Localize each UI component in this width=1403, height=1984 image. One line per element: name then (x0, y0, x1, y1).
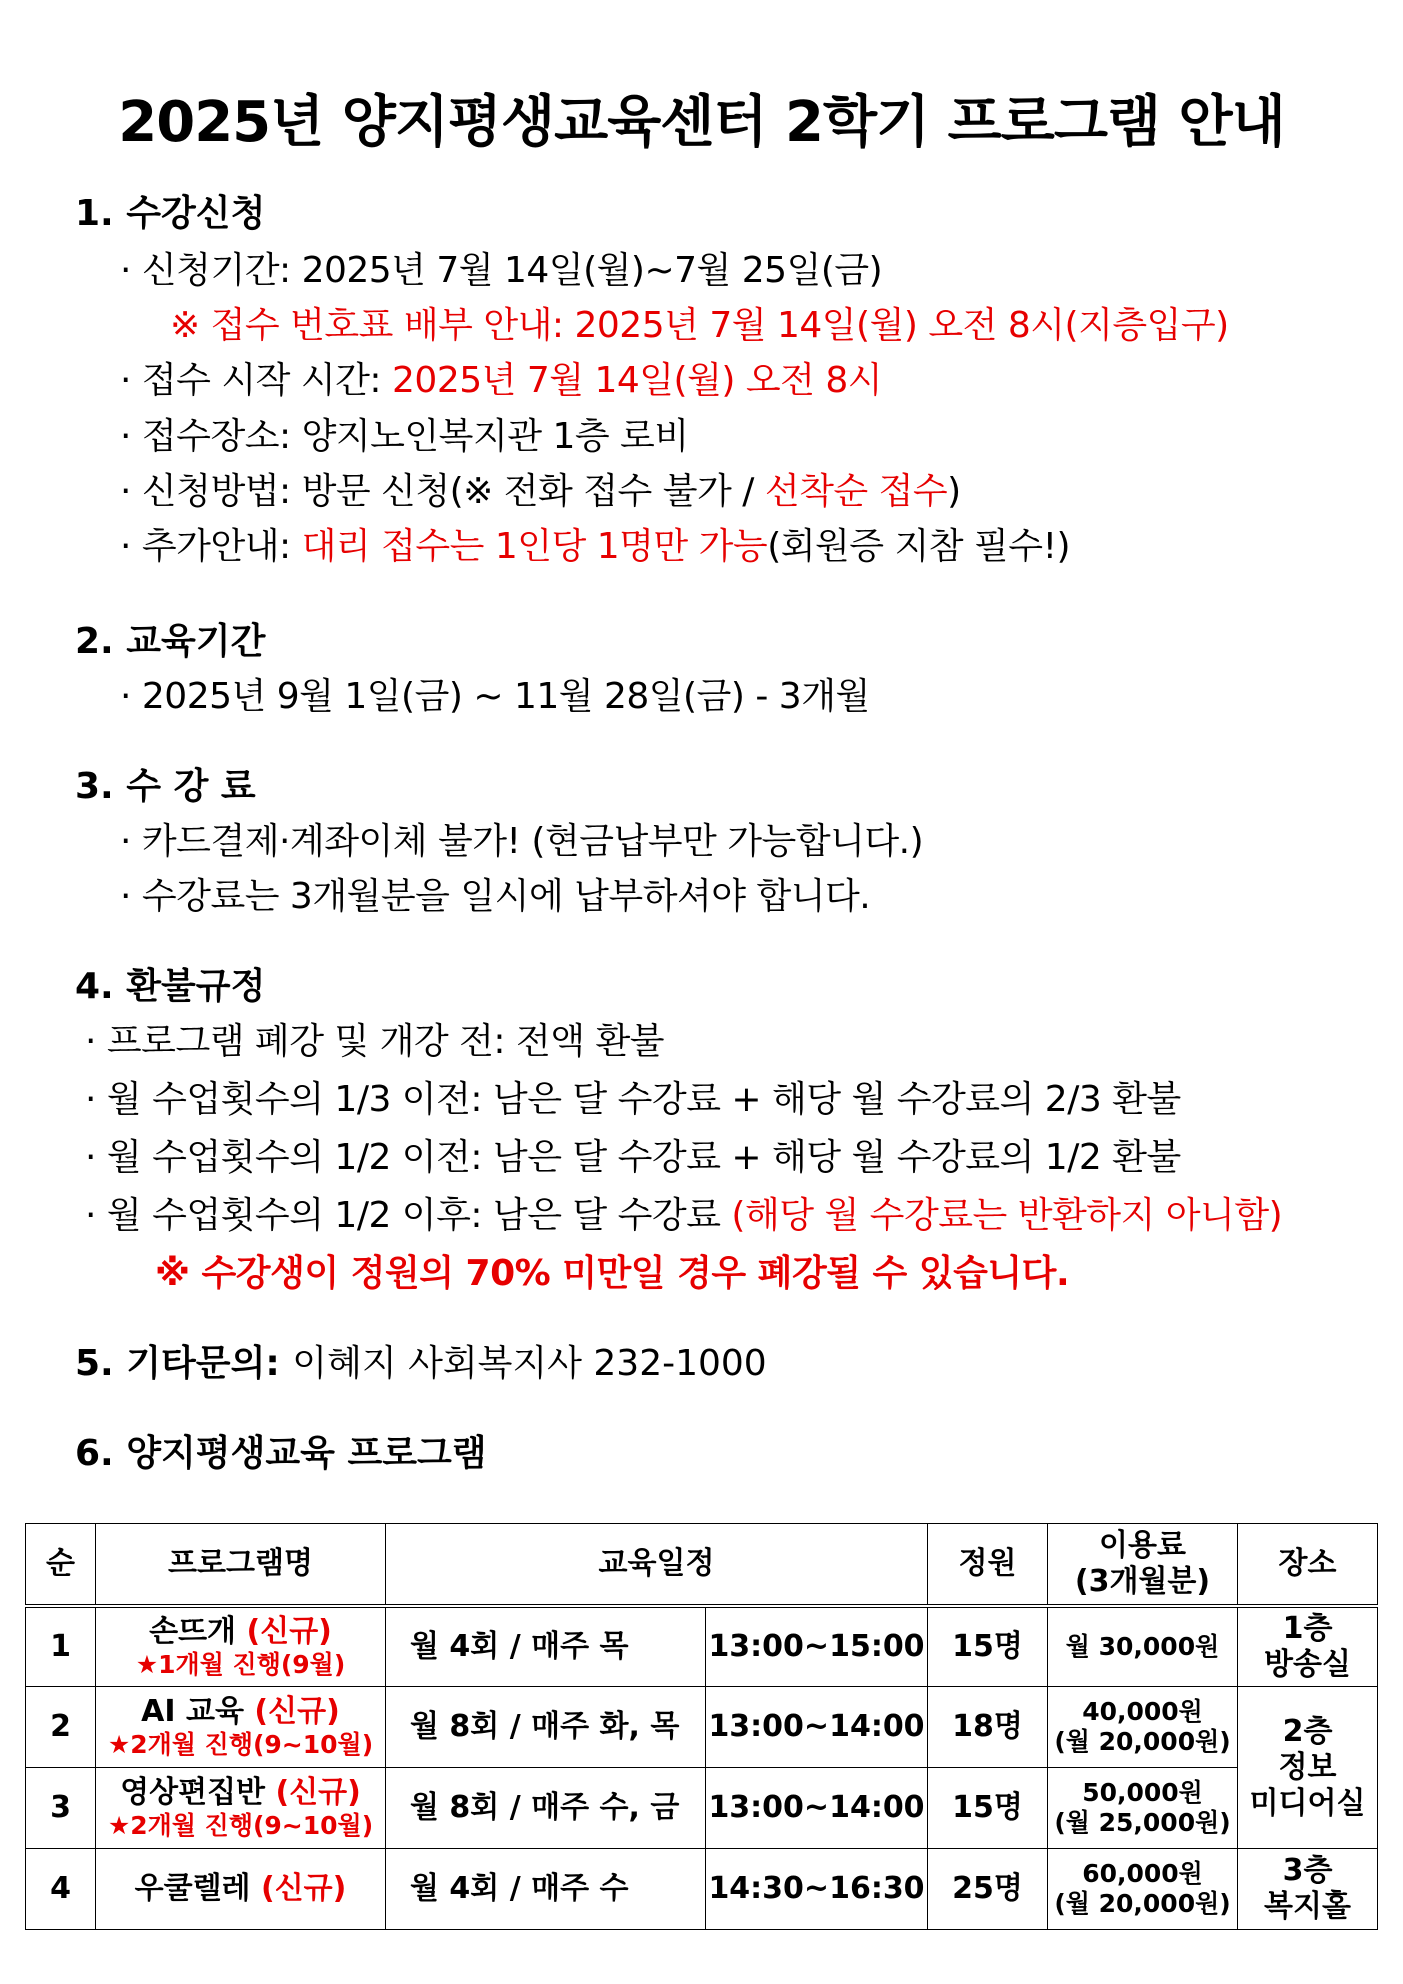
section-6-heading: 6. 양지평생교육 프로그램 (75, 1433, 487, 1474)
refund-rule-4-text: · 월 수업횟수의 1/2 이후: 남은 달 수강료 (85, 1195, 732, 1236)
refund-rule-3: · 월 수업횟수의 1/2 이전: 남은 달 수강료 + 해당 월 수강료의 1/2 환불 (85, 1137, 1181, 1178)
program-duration: ★2개월 진행(9~10월) (107, 1730, 374, 1759)
proxy-limit: 대리 접수는 1인당 1명만 가능 (301, 526, 768, 567)
apply-method-label: · 신청방법: 방문 신청(※ 전화 접수 불가 / (120, 471, 765, 512)
row-no: 2 (26, 1687, 96, 1768)
table-row (26, 1849, 1378, 1930)
apply-period: · 신청기간: 2025년 7월 14일(월)~7월 25일(금) (120, 250, 883, 291)
place-line1: 2층 (1282, 1713, 1333, 1749)
fee-monthly: (월 20,000원) (1054, 1889, 1231, 1918)
cancellation-notice: ※ 수강생이 정원의 70% 미만일 경우 폐강될 수 있습니다. (155, 1253, 1070, 1294)
row-fee (1048, 1768, 1238, 1849)
row-capacity: 18명 (928, 1687, 1048, 1768)
apply-method (120, 463, 961, 514)
row-time: 13:00~14:00 (706, 1687, 928, 1768)
refund-rule-1: · 프로그램 폐강 및 개강 전: 전액 환불 (85, 1021, 665, 1062)
header-schedule: 교육일정 (386, 1524, 928, 1606)
row-capacity: 15명 (928, 1768, 1048, 1849)
refund-rule-4 (85, 1187, 1282, 1238)
header-no: 순 (26, 1524, 96, 1606)
row-place (1238, 1606, 1378, 1687)
header-fee-line1: 이용료 (1099, 1527, 1186, 1563)
section-2-heading: 2. 교육기간 (75, 621, 266, 662)
fee-monthly: (월 25,000원) (1054, 1808, 1231, 1837)
extra-info (120, 518, 1070, 569)
row-no: 4 (26, 1849, 96, 1930)
new-tag: (신규) (254, 1694, 340, 1729)
row-program (96, 1849, 386, 1930)
place-line1: 1층 (1282, 1610, 1333, 1646)
table-row (26, 1687, 1378, 1768)
first-come-label: 선착순 접수 (764, 471, 948, 512)
start-time-label: · 접수 시작 시간: (120, 360, 393, 401)
new-tag: (신규) (275, 1775, 361, 1810)
program-name: 손뜨개 (149, 1613, 237, 1649)
table-row (26, 1606, 1378, 1687)
row-fee: 월 30,000원 (1048, 1606, 1238, 1687)
extra-info-label: · 추가안내: (120, 526, 302, 567)
row-time: 14:30~16:30 (706, 1849, 928, 1930)
row-place (1238, 1849, 1378, 1930)
row-fee (1048, 1849, 1238, 1930)
row-capacity: 25명 (928, 1849, 1048, 1930)
section-1-heading: 1. 수강신청 (75, 193, 266, 234)
row-program (96, 1687, 386, 1768)
section-5-heading: 5. 기타문의: (75, 1343, 293, 1384)
place-line3: 미디어실 (1249, 1785, 1366, 1821)
program-duration: ★1개월 진행(9월) (135, 1649, 346, 1679)
row-time: 13:00~15:00 (706, 1606, 928, 1687)
fee-payment-note: · 카드결제·계좌이체 불가! (현금납부만 가능합니다.) (120, 821, 924, 862)
row-program (96, 1606, 386, 1687)
page-title: 2025년 양지평생교육센터 2학기 프로그램 안내 (118, 90, 1285, 155)
row-time: 13:00~14:00 (706, 1768, 928, 1849)
row-days: 월 4회 / 매주 수 (386, 1849, 706, 1930)
fee-total: 60,000원 (1082, 1859, 1203, 1888)
contact-info: 이혜지 사회복지사 232-1000 (292, 1343, 767, 1384)
place-line2: 복지홀 (1264, 1889, 1351, 1924)
row-days: 월 8회 / 매주 수, 금 (386, 1768, 706, 1849)
fee-monthly: (월 20,000원) (1054, 1727, 1231, 1756)
table-header-row (26, 1524, 1378, 1606)
fee-total: 50,000원 (1082, 1778, 1203, 1807)
place-line2: 방송실 (1264, 1646, 1351, 1682)
section-4-heading: 4. 환불규정 (75, 966, 266, 1007)
header-name: 프로그램명 (96, 1524, 386, 1606)
education-period: · 2025년 9월 1일(금) ~ 11월 28일(금) - 3개월 (120, 676, 870, 717)
start-time-value: 2025년 7월 14일(월) 오전 8시 (392, 360, 883, 401)
start-time (120, 352, 882, 403)
row-days: 월 4회 / 매주 목 (386, 1606, 706, 1687)
row-no: 3 (26, 1768, 96, 1849)
header-fee-line2: (3개월분) (1074, 1563, 1211, 1599)
refund-rule-2: · 월 수업횟수의 1/3 이전: 남은 달 수강료 + 해당 월 수강료의 2/3 환불 (85, 1079, 1181, 1120)
new-tag: (신규) (246, 1613, 332, 1649)
place-line2: 정보 (1278, 1749, 1337, 1785)
section-3-heading: 3. 수 강 료 (75, 766, 256, 807)
header-fee (1048, 1524, 1238, 1606)
row-no: 1 (26, 1606, 96, 1687)
row-capacity: 15명 (928, 1606, 1048, 1687)
refund-rule-4-exception: (해당 월 수강료는 반환하지 아니함) (731, 1195, 1283, 1236)
row-program (96, 1768, 386, 1849)
fee-lump-sum-note: · 수강료는 3개월분을 일시에 납부하셔야 합니다. (120, 876, 871, 917)
ticket-notice: ※ 접수 번호표 배부 안내: 2025년 7월 14일(월) 오전 8시(지층입구) (170, 305, 1229, 346)
apply-method-close: ) (947, 471, 961, 512)
header-place: 장소 (1238, 1524, 1378, 1606)
section-5 (75, 1335, 767, 1386)
row-place (1238, 1687, 1378, 1849)
member-card-note: (회원증 지참 필수!) (767, 526, 1071, 567)
place-line1: 3층 (1282, 1853, 1333, 1888)
program-duration: ★2개월 진행(9~10월) (107, 1811, 374, 1840)
fee-total: 40,000원 (1082, 1697, 1203, 1726)
program-name: 영상편집반 (120, 1775, 266, 1810)
program-table (25, 1523, 1378, 1930)
header-capacity: 정원 (928, 1524, 1048, 1606)
row-fee (1048, 1687, 1238, 1768)
new-tag: (신규) (260, 1871, 347, 1906)
program-name: 우쿨렐레 (134, 1871, 251, 1906)
row-days: 월 8회 / 매주 화, 목 (386, 1687, 706, 1768)
table-row (26, 1768, 1378, 1849)
program-name: AI 교육 (141, 1694, 244, 1729)
apply-place: · 접수장소: 양지노인복지관 1층 로비 (120, 416, 689, 457)
